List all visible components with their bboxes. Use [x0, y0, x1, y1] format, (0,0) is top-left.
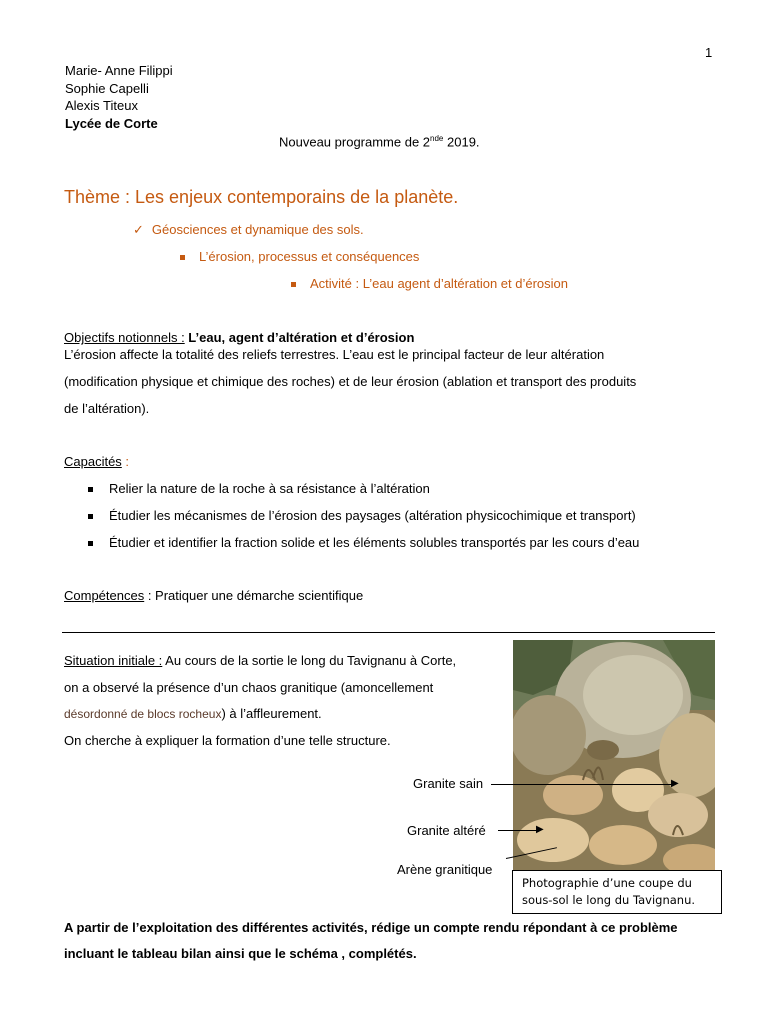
- section-divider: [62, 632, 715, 633]
- outline-level1: [133, 222, 364, 238]
- author-3: Alexis Titeux: [65, 98, 138, 113]
- situation-text-3: ) à l’affleurement.: [221, 706, 322, 721]
- capacites-label: Capacités: [64, 454, 122, 469]
- program-line: [279, 134, 480, 149]
- competences-line: [64, 588, 363, 603]
- program-sup: nde: [430, 134, 444, 143]
- competences-label: Compétences: [64, 588, 145, 603]
- capacite-item: [88, 481, 430, 496]
- situation-highlight: désordonné de blocs rocheux: [64, 707, 222, 721]
- situation-label: Situation initiale :: [64, 653, 163, 668]
- capacites-heading: [64, 454, 129, 469]
- arrow-granite-altere: [498, 830, 540, 831]
- arrow-granite-sain: [491, 784, 675, 785]
- label-arene: Arène granitique: [397, 862, 493, 877]
- capacite-item-text: Relier la nature de la roche à sa résistance à l’altération: [109, 481, 430, 496]
- situation-line-4: On cherche à expliquer la formation d’une telle structure.: [64, 733, 391, 748]
- situation-text-1: Au cours de la sortie le long du Tavignanu à Corte,: [162, 653, 457, 668]
- page-number: 1: [705, 45, 713, 60]
- conclusion-line-1: A partir de l’exploitation des différentes activités, rédige un compte rendu répondant à ce problème: [64, 920, 678, 935]
- square-bullet-icon: [88, 487, 93, 492]
- situation-line-3: [64, 706, 322, 721]
- program-suffix: 2019.: [443, 134, 480, 150]
- photo-caption-line-2: sous-sol le long du Tavignanu.: [522, 893, 696, 907]
- objectives-line-3: de l’altération).: [64, 401, 150, 416]
- program-prefix: Nouveau programme de 2: [279, 134, 431, 150]
- label-granite-sain: Granite sain: [413, 776, 484, 791]
- check-icon: ✓: [133, 222, 144, 237]
- outline-level1-text: Géosciences et dynamique des sols.: [151, 222, 364, 237]
- school-name: Lycée de Corte: [65, 116, 158, 131]
- author-2: Sophie Capelli: [65, 81, 149, 96]
- objectives-line-1: L’érosion affecte la totalité des reliefs terrestres. L’eau est le principal facteur de leur altération: [64, 347, 605, 362]
- situation-line-2: on a observé la présence d’un chaos granitique (amoncellement: [64, 680, 434, 695]
- outline-level3-text: Activité : L’eau agent d’altération et d’érosion: [310, 276, 569, 291]
- outline-level2: [180, 249, 419, 264]
- granite-chaos-photo: [513, 640, 715, 874]
- square-bullet-icon: [88, 541, 93, 546]
- capacite-item: [88, 535, 639, 550]
- outline-level2-text: L’érosion, processus et conséquences: [199, 249, 420, 264]
- square-bullet-icon: [88, 514, 93, 519]
- square-bullet-icon: [180, 255, 185, 260]
- objectives-line-2: (modification physique et chimique des roches) et de leur érosion (ablation et transport des produits: [64, 374, 637, 389]
- arrowhead-icon: ▶: [671, 778, 679, 789]
- label-granite-altere: Granite altéré: [407, 823, 486, 838]
- objectives-heading: [64, 330, 414, 345]
- competences-text: : Pratiquer une démarche scientifique: [144, 588, 364, 603]
- arrowhead-icon: ▶: [536, 824, 544, 835]
- objectives-label: Objectifs notionnels :: [64, 330, 185, 345]
- conclusion-line-2: incluant le tableau bilan ainsi que le schéma , complétés.: [64, 946, 417, 961]
- objectives-title: L’eau, agent d’altération et d’érosion: [184, 330, 415, 345]
- capacite-item-text: Étudier et identifier la fraction solide et les éléments solubles transportés par les cours d’eau: [109, 535, 640, 550]
- author-1: Marie- Anne Filippi: [65, 63, 173, 78]
- theme-title: Thème : Les enjeux contemporains de la planète.: [64, 187, 459, 207]
- capacites-colon: :: [121, 454, 130, 469]
- situation-line-1: [64, 653, 456, 668]
- capacite-item-text: Étudier les mécanismes de l’érosion des paysages (altération physicochimique et transport): [109, 508, 636, 523]
- outline-level3: [291, 276, 568, 291]
- photo-caption-line-1: Photographie d’une coupe du: [522, 876, 692, 890]
- photo-caption: [512, 870, 722, 914]
- square-bullet-icon: [291, 282, 296, 287]
- capacite-item: [88, 508, 636, 523]
